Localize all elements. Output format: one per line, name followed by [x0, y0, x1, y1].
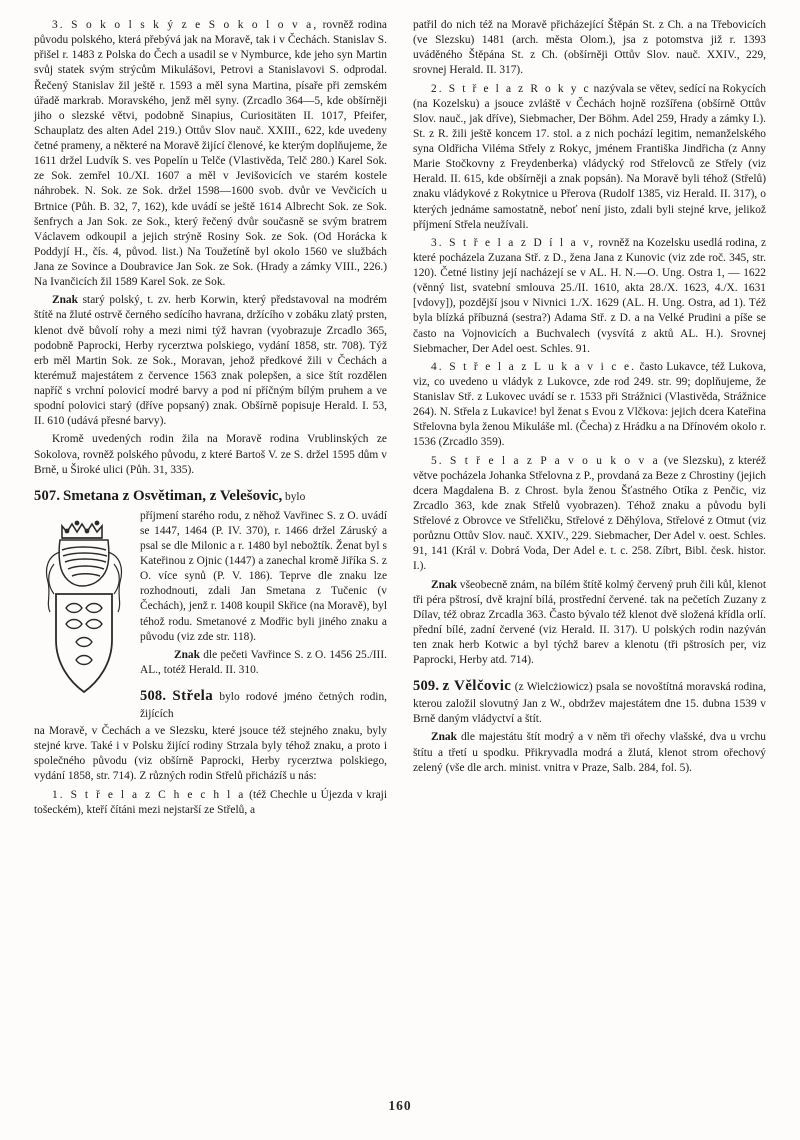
paragraph-text: často Lukavce, též Lukova, viz, co uvedeno u vládyk z Lukovce, zde rod 249. str. 99; doplňujeme, že Stanislav Stř. z Lukovec uvádí se r. 1533 při Strážnici (Vlastivěda, Strážnice 264). N. Střela z Lukavice! byl ženat s Evou z Vlčkova: jejich dcera Kateřina Střelovna byla ženou Mikuláše ml. (Čecha) z Hrádku a na Dřínovém okolo r. 1536 (Zrcadlo 359). [413, 360, 766, 449]
paragraph-lukavice [413, 360, 766, 451]
paragraph-text: dle pečeti Vavřince S. z O. 1456 25./III. AL., totéž Herald. II. 310. [140, 648, 387, 676]
paragraph-sokolsky-znak [34, 293, 387, 429]
entry-number: 508. [140, 688, 167, 705]
entry-title-tail: bylo [282, 490, 306, 503]
entry-lead-chechla: 1. S t ř e l a z C h e c h l a [52, 788, 246, 801]
entry-heading-509 [413, 677, 766, 727]
paragraph-text: dle majestátu štít modrý a v něm tři ořechy vlašské, dva u vrchu štítu a třetí u spodku. Přikryvadla modrá a žlutá, klenot strom ořechový zelený (vše dle arch. minist. vnitra v Praze, Salb. 284, fol. 5). [413, 731, 766, 774]
page-number: 160 [388, 1098, 412, 1113]
paragraph-strela-znak [413, 578, 766, 669]
paragraph-sokolsky-1 [34, 18, 387, 290]
coat-of-arms-drawing [36, 512, 132, 708]
paragraph-text: nazývala se větev, sedící na Rokycích (na Kozelsku) a jsouce zvláště v Čechách hojně rozšířena (obšírně Ottův Slov. nauč., jak dříve), Siebmacher, Der Böhm. Adel 259, Hrady a zámky I.). St. z R. žili ještě koncem 17. stol. a z nich pochází legitim, nemanželského syna Oldřicha Viléma Střely z Rokyc, jménem Františka Jindřicha (z Anny Marie Stočkovny z Freydenberka) vládycký rod Střelovců ze Střely (viz Herald. II. 615, kde obšírněji a znak popsán). Na Moravě byli téhož (Střelů) znaku vládykové z Rokytnice u Přerova (Rudolf 1385, viz Herald. II. 317), o kterých jednáme samostatně, neboť není jisto, zdali byli stejné krve, jelikož příjmení Střela neužívali. [413, 82, 767, 231]
entry-lead-lukavice: 4. S t ř e l a z L u k a v i c e. [431, 360, 637, 373]
paragraph-smetana-body: příjmení starého rodu, z něhož Vavřinec S. z O. uvádí se 1447, 1464 (P. IV. 370), r. 1466 držel Záruský a psal se dle Milonic a r. 1480 byl nebožtík. Ženat byl s Kateřinou z Ojnic (1447) a zanechal kromě Jiříka S. z O. více synů (P. V. 186). Teprve dle znaku lze rozhodnouti, zdali Jan Smetana z Tučenic (v Čechách), jenž r. 1408 koupil Skřice (na Moravě), byl téhož rodu. Smetanové z Modřic byli jiného znaku a původu (viz zde str. 118). [140, 509, 387, 643]
paragraph-rokyc [413, 82, 766, 233]
paragraph-strela-body: na Moravě, v Čechách a ve Slezsku, které jsouce též stejného znaku, byly stejné krve. Také i v Polsku žijící rodiny Strzala byly téhož znaku, a proto i společného původu (viz obšírně Paprocki, Herby rycerztwa polskiego, vydání 1858, str. 714). Z různých rodin Střelů přicházíš u nás: [34, 725, 387, 783]
znak-label: Znak [431, 731, 457, 744]
paragraph-sokolsky-3: Kromě uvedených rodin žila na Moravě rodina Vrublinských ze Sokolova, rovněž polského původu, z které Bartoš V. ze S. držel 1595 dům v Brně, u Široké ulici (Půh. 31, 335). [34, 433, 387, 476]
entry-lead-rokyc: 2. S t ř e l a z R o k y c [431, 82, 591, 95]
entry-lead-dilav: 3. S t ř e l a z D í l a v, [431, 236, 596, 249]
paragraph-text: (ve Slezsku), z kteréž větve pocházela Johanka Střelovna z P., provdaná za Beze z Chrostiny (jejich dcera Magdalena B. z Chrost. byla ženou Šťastného Otíka z Penčic, viz Zrcadlo 363, kde znak Střelů vyobrazen). Téhož znaku a původu byli Střelové z Obrovce ve Střeličku, Střelové z Děhýlova, Střelové z Otmut (viz porůznu Ottův Slov. nauč. XXIV., 229. Siebmacher, Der Adel v. oest. Schles. 91, 141 (Král v. Dobrá Voda, Der Adel e. t. c. 258. Zíbrt, Bibl. česk. histor. I.). [413, 454, 766, 573]
entry-title: Střela [172, 688, 214, 705]
paragraph-text: rovněž na Kozelsku usedlá rodina, z které pocházela Zuzana Stř. z D., žena Jana z Kunovic (viz zde roč. 345, str. 120). Četné listiny její nacházejí se v AL. H. N.—O. Ung. Ostra 1, — 1622 (věnný list, svatební smlouva 25./II. 1610, akta 28./X. 1623, 4./X. 1631 [vdovy]), pozdější jsou v Nivnici 1./X. 1629 (AL. H. Ung. Ostra, ad 1). Též byla blízká příbuzná (sestra?) Adama Stř. z D. a na Velké Prudini a píše se často na Vojnovicích a Buchvalech (vysvítá z aktů AL. H.). Srovnej Siebmacher, Der Adel oest. Schles. 91. [413, 236, 767, 355]
entry-number: 509. [413, 678, 440, 695]
znak-label: Znak [52, 294, 78, 307]
entry-lead-pavoukov: 5. S t ř e l a z P a v o u k o v a [431, 454, 660, 467]
paragraph-pavoukov [413, 454, 766, 575]
entry-title-tail: (z Wielcżiowicz) psala se novoštítná moravská rodina, kterou založil slovutný Jan z W., obdržev majestátem dne 15. dubna 1539 v Brně daným vládyctví a štít. [413, 681, 766, 726]
left-column [34, 18, 387, 1078]
entry-lead-sokolsky: 3. S o k o l s k ý z e S o k o l o v a, [52, 19, 319, 31]
paragraph-velcovic-znak [413, 730, 766, 775]
paragraph-dilav [413, 236, 766, 357]
paragraph-text: (též Chechle u Újezda v kraji tošeckém), kteří čítáni mezi nejstarší ze Střelů, a [34, 788, 387, 816]
paragraph-text: všeobecně znám, na bílém štítě kolmý červený pruh čili kůl, klenot tři péra pštrosí, dvě krajní bílá, prostřední červené. tak na pečetích Zuzany z Dílav, též obraz Zrcadla 363. Často bývalo též klenot dvě složená křídla orlí. přední bílé, zadní červené (viz Herald. II. 317). U polských rodin nazýván ten znak herb Kotwic a byl týchž barev a klenotu (tři pštrosích per, viz Paprocki, Herby atd. 714). [413, 578, 766, 667]
entry-title-tail: bylo rodové jméno četných rodin, žijících [140, 691, 387, 720]
entry-title: z Vělčovic [442, 678, 512, 695]
two-column-body [34, 18, 766, 1078]
right-column [413, 18, 766, 1078]
znak-label: Znak [174, 648, 200, 661]
coat-of-arms-figure [36, 512, 132, 708]
znak-label: Znak [431, 578, 457, 591]
entry-number: 507. [34, 487, 61, 504]
paragraph-chechla-cont: patřil do nich též na Moravě přicházející Štěpán St. z Ch. a na Třebovicích (ve Slezsku) 1481 (arch. města Olom.), jsa z potomstva již r. 1393 uváděného Štěpána St. z Ch. (obšírněji Ottův Slov. nauč. XXIV., 229, srovnej Herald. II. 317). [413, 19, 766, 77]
paragraph-text: rovněž rodina původu polského, která přebývá jak na Moravě, tak i v Čechách. Stanislav S. přišel r. 1483 z Polska do Čech a usadil se v Nymburce, kde jeho syn Martin svůj statek svým strýcům Mikulášovi, Petrovi a Stanislavovi S. odprodal. Řečený Stanislav žil ještě r. 1593 a měl syna Martina, písaře při zemském úřadě markrab. Moravského, jenž měl syny. (Zrcadlo 364—5, kde obšírněji jiho o slezské větvi, podobně Sinapius, Curiositäten II. 1017, Pfeifer, Schauplatz des alten Adel 219.) Ottův Slov nauč. XXIII., 622, kde uvedeny četné prameny, a některé na Moravě žijící členové, ke kterým doplňujeme, že 1611 držel Ludvík S. ves Popelín u Telče (Vlastivěda, Telč 280.) Karel Sok. ze Sok. zemřel 10./XI. 1607 a měl v Jevišovicích ve starém kostele náhrobek. N. Sok. ze Sok. držel 1598—1600 svob. dvůr ve Vevčicích u Brtnice (Půh. B. 32, 7, 162), kde uvádí se ještě 1614 Albrecht Sok. ze Sok. šenfrych a Jan Sok. ze Sok., který řečený dvůr současně se svým bratrem Václavem odkoupil a jejich strýně Rosiny Sok. ze Sok. (Od Horácka k Poddyjí H., čís. 4, původ. list.) Na Toužetíně byl okolo 1560 ve službách Jana ze Sovince a Doubravice Jan Sok. ze Sok. (Hrady a zámky VIII., 226.) Na Ivančicích žil 1589 Karel Sok. ze Sok. [34, 19, 387, 289]
entry-heading-507 [34, 487, 387, 507]
paragraph-text: starý polský, t. zv. herb Korwin, který představoval na modrém štítě na žluté ostrvě černého sedícího havrana, držícího v zobáku zlatý prsten, klenot dvě bůvolí rohy a mezi nimi týž havran (vyobrazuje Zrcadlo 365, podobně Paprocki, Herby rycerztwa polskiego, vydání 1858, str. 708). Týž erb měl Martin Sok. ze Sok., Moravan, jehož předkové žili v Čechách a kterémuž majestátem z července 1563 znak polepšen, a sice štít rozdělen napříč s vrchní polovicí modré barvy a pod ní příčným bílým pruhem a ve spodní polovici starý (dříve popsaný) znak. Obšírně popisuje Herald. I. 53, II. 610 (udává přesné barvy). [34, 294, 387, 428]
paragraph-strela-chechla [34, 788, 387, 818]
entry-title: Smetana z Osvětiman, z Velešovic, [63, 487, 283, 504]
